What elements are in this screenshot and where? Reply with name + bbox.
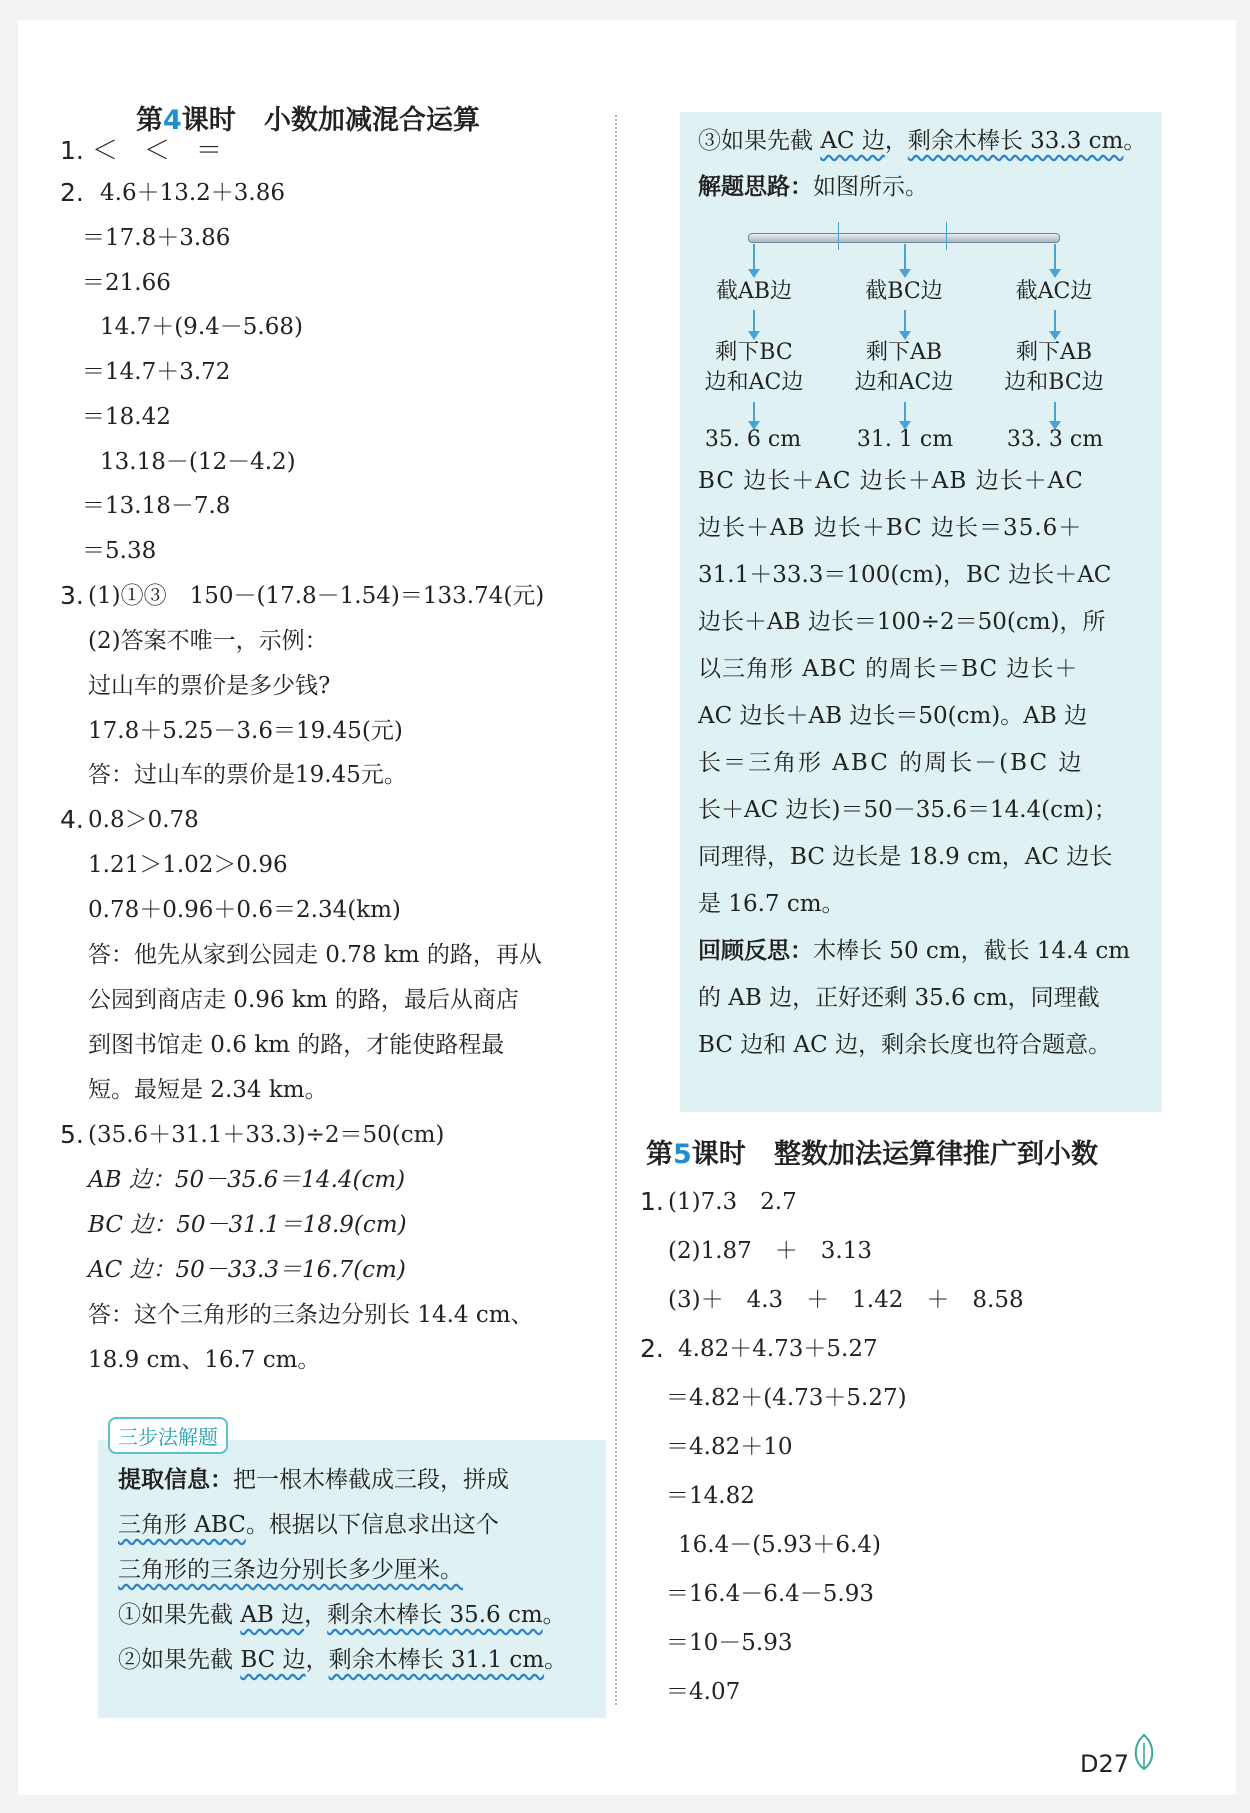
page-number: D27: [1080, 1750, 1130, 1778]
q5-line: 18.9 cm、16.7 cm。: [88, 1347, 321, 1373]
q4-line: 0.8＞0.78: [88, 807, 199, 833]
q4-line: 到图书馆走 0.6 km 的路，才能使路程最: [88, 1032, 505, 1058]
q2-line: ＝17.8＋3.86: [82, 225, 231, 251]
q5-line: BC 边：50－31.1＝18.9(cm): [88, 1212, 407, 1238]
r1-line: (2)1.87 ＋ 3.13: [668, 1238, 873, 1264]
arrow: [904, 310, 906, 332]
solution-line: 边长＋AB 边长＋BC 边长＝35.6＋: [698, 515, 1083, 541]
q2-line: 13.18－(12－4.2): [100, 449, 296, 475]
solution-line: 边长＋AB 边长＝100÷2＝50(cm)，所: [698, 609, 1106, 635]
q5-line: AB 边：50－35.6＝14.4(cm): [88, 1167, 406, 1193]
solution-line: 是 16.7 cm。: [698, 891, 845, 917]
leaf-icon: [1131, 1733, 1157, 1771]
r2-line: ＝4.82＋10: [666, 1434, 793, 1460]
r2-line: 16.4－(5.93＋6.4): [678, 1532, 881, 1558]
solution-line: AC 边长＋AB 边长＝50(cm)。AB 边: [698, 703, 1088, 729]
q4-line: 1.21＞1.02＞0.96: [88, 852, 288, 878]
q5-line: 答：这个三角形的三条边分别长 14.4 cm、: [88, 1302, 534, 1328]
arrow: [1054, 310, 1056, 332]
wood-rod: [748, 233, 1060, 243]
q2-line: ＝13.18－7.8: [82, 493, 231, 519]
solution-line: BC 边长＋AC 边长＋AB 边长＋AC: [698, 468, 1084, 494]
extract-line-3: 三角形的三条边分别长多少厘米。: [118, 1557, 463, 1583]
extract-line-5: ②如果先截 BC 边，剩余木棒长 31.1 cm。: [118, 1647, 568, 1673]
length-label: 33. 3 cm: [1006, 427, 1104, 452]
q3-line: (2)答案不唯一，示例：: [88, 628, 328, 654]
rod-tick: [838, 222, 839, 250]
q2-line: ＝5.38: [82, 538, 157, 564]
q5-line: (35.6＋31.1＋33.3)÷2＝50(cm): [88, 1122, 445, 1148]
review-line: BC 边和 AC 边，剩余长度也符合题意。: [698, 1032, 1112, 1058]
q2-line: ＝18.42: [82, 404, 171, 430]
r1-line: (3)＋ 4.3 ＋ 1.42 ＋ 8.58: [668, 1287, 1024, 1313]
solution-line: 同理得，BC 边长是 18.9 cm，AC 边长: [698, 844, 1113, 870]
r2-line: ＝14.82: [666, 1483, 755, 1509]
q5-line: AC 边：50－33.3＝16.7(cm): [88, 1257, 406, 1283]
q4-line: 短。最短是 2.34 km。: [88, 1077, 328, 1103]
rod-tick: [946, 222, 947, 250]
q3-line: 答：过山车的票价是19.45元。: [88, 762, 407, 788]
q3-line: 过山车的票价是多少钱?: [88, 673, 331, 699]
r2-line: ＝16.4－6.4－5.93: [666, 1581, 874, 1607]
solution-line: 长＝三角形 ABC 的周长－(BC 边: [698, 750, 1084, 776]
cut-label: 截BC边: [865, 279, 943, 304]
q2-line: 4.6＋13.2＋3.86: [100, 180, 285, 206]
review-line: 的 AB 边，正好还剩 35.6 cm，同理截: [698, 985, 1100, 1011]
q2-line: 14.7＋(9.4－5.68): [100, 314, 303, 340]
solution-line: 31.1＋33.3＝100(cm)，BC 边长＋AC: [698, 562, 1112, 588]
column-divider: [615, 115, 617, 1705]
r2-line: ＝4.07: [666, 1679, 741, 1705]
extract-line-4: ①如果先截 AB 边，剩余木棒长 35.6 cm。: [118, 1602, 566, 1628]
remaining-label: 剩下BC 边和AC边: [704, 340, 804, 395]
review-line: 回顾反思：木棒长 50 cm，截长 14.4 cm: [698, 938, 1131, 964]
q3-line: (1)①③ 150－(17.8－1.54)＝133.74(元): [88, 583, 545, 609]
r1-line: (1)7.3 2.7: [668, 1189, 797, 1215]
arrow: [1054, 244, 1056, 270]
solution-line: 长＋AC 边长)＝50－35.6＝14.4(cm)；: [698, 797, 1117, 823]
q2-line: ＝21.66: [82, 270, 171, 296]
answer-page: 第4课时 小数加减混合运算 1. ＜ ＜ ＝ 2. 4.6＋13.2＋3.86 ＝17.8＋3.86 ＝21.66 14.7＋(9.4－5.68) ＝14.7＋3.72 ＝18.42 13.18－(12－4.2) ＝13.18－7.8 ＝5.38 3. (1)①③ 150－(17.8－1.54)＝133.74(元) (2)答案不唯一，示例： 过山车的票价是多少钱? 17.8＋5.25－3.6＝19.45(元) 答：过山车的票价是19.45元。 4. 0.8＞0.78 1.21＞1.02＞0.96 0.78＋0.96＋0.6＝2.34(km) 答：他先从家到公园走 0.78 km 的路，再从 公园到商店走 0.96 km 的路，最后从商店 到图书馆走 0.6 km 的路，才能使路程最 短。最短是 2.34 km。 5. (35.6＋31.1＋33.3)÷2＝50(cm) AB 边：50－35.6＝14.4(cm) BC 边：50－31.1＝18.9(cm) AC 边：50－33.3＝16.7(cm) 答：这个三角形的三条边分别长 14.4 cm、 18.9 cm、16.7 cm。 三步法解题 提取信息：把一根木棒截成三段，拼成 三角形 ABC。根据以下信息求出这个 三角形的三条边分别长多少厘米。 ①如果先截 AB 边，剩余木棒长 35.6 cm。 ②如果先截 BC 边，剩余木棒长 31.1 cm。 ③如果先截 AC 边，剩余木棒长 33.3 cm。 解题思路：如图所示。 截AB边 截BC边 截AC边 剩下BC 边和AC边 剩下AB 边和AC边 剩下AB 边和BC边 35. 6 cm 31. 1 cm 33. 3 cm BC 边长＋AC 边长＋AB 边长＋AC 边长＋AB 边长＋BC 边长＝35.6＋ 31.1＋33.3＝100(cm)，BC 边长＋AC 边长＋AB 边长＝100÷2＝50(cm)，所 以三角形 ABC 的周长＝BC 边长＋ AC 边长＋AB 边长＝50(cm)。AB 边 长＝三角形 ABC 的周长－(BC 边 长＋AC 边长)＝50－35.6＝14.4(cm)； 同理得，BC 边长是 18.9 cm，AC 边长 是 16.7 cm。 回顾反思：木棒长 50 cm，截长 14.4 cm 的 AB 边，正好还剩 35.6 cm，同理截 BC 边和 AC 边，剩余长度也符合题意。 第5课时 整数加法运算律推广到小数 1. (1)7.3 2.7 (2)1.87 ＋ 3.13 (3)＋ 4.3 ＋ 1.42 ＋ 8.58 2. 4.82＋4.73＋5.27 ＝4.82＋(4.73＋5.27) ＝4.82＋10 ＝14.82 16.4－(5.93＋6.4) ＝16.4－6.4－5.93 ＝10－5.93 ＝4.07 D27: [18, 20, 1236, 1795]
lesson-5-title: 第5课时 整数加法运算律推广到小数: [646, 1139, 1098, 1170]
r2-line: ＝10－5.93: [666, 1630, 793, 1656]
q2-line: ＝14.7＋3.72: [82, 359, 231, 385]
lesson-4-title: 第4课时 小数加减混合运算: [136, 105, 480, 136]
solution-idea: 解题思路：如图所示。: [698, 174, 928, 200]
solution-line: 以三角形 ABC 的周长＝BC 边长＋: [698, 656, 1079, 682]
r2-line: ＝4.82＋(4.73＋5.27): [666, 1385, 907, 1411]
cut-label: 截AB边: [715, 279, 793, 304]
length-label: 31. 1 cm: [856, 427, 954, 452]
r2-line: 4.82＋4.73＋5.27: [678, 1336, 878, 1362]
extract-line-6: ③如果先截 AC 边，剩余木棒长 33.3 cm。: [698, 128, 1147, 154]
arrow: [904, 244, 906, 270]
arrow: [753, 244, 755, 270]
q3-line: 17.8＋5.25－3.6＝19.45(元): [88, 718, 403, 744]
extract-line-1: 提取信息：把一根木棒截成三段，拼成: [118, 1467, 509, 1493]
q4-line: 公园到商店走 0.96 km 的路，最后从商店: [88, 987, 519, 1013]
remaining-label: 剩下AB 边和AC边: [854, 340, 954, 395]
extract-line-2: 三角形 ABC。根据以下信息求出这个: [118, 1512, 499, 1538]
cut-label: 截AC边: [1015, 279, 1093, 304]
arrow: [753, 402, 755, 422]
length-label: 35. 6 cm: [704, 427, 802, 452]
method-tag: 三步法解题: [108, 1417, 228, 1454]
arrow: [753, 310, 755, 332]
q4-line: 0.78＋0.96＋0.6＝2.34(km): [88, 897, 401, 923]
arrow: [1054, 402, 1056, 422]
arrow: [904, 402, 906, 422]
remaining-label: 剩下AB 边和BC边: [1004, 340, 1104, 395]
question-1: 1. ＜ ＜ ＝: [60, 136, 222, 166]
q4-line: 答：他先从家到公园走 0.78 km 的路，再从: [88, 942, 542, 968]
